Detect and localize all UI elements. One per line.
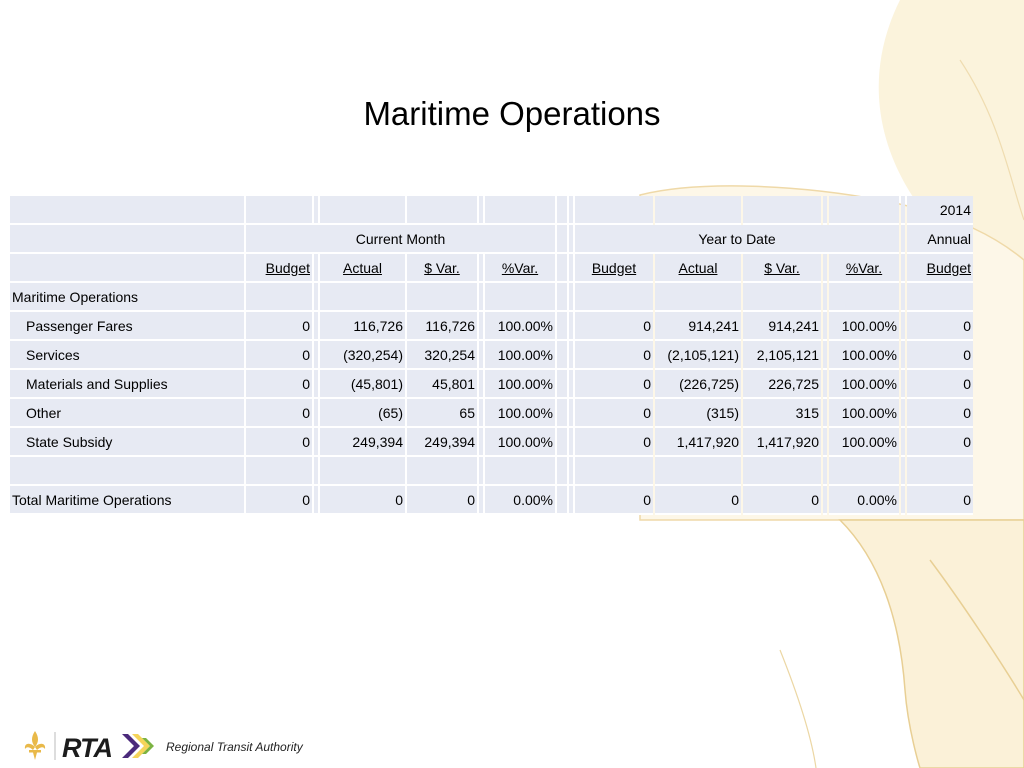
ytd-budget-cell: 0 bbox=[575, 312, 653, 341]
table-row bbox=[10, 341, 973, 370]
ytd-var-header: $ Var. bbox=[764, 259, 800, 276]
annual-budget-cell: 0 bbox=[907, 370, 973, 399]
row-label: State Subsidy bbox=[10, 428, 244, 457]
page-title: Maritime Operations bbox=[363, 95, 661, 132]
cm-pct-cell: 100.00% bbox=[485, 428, 555, 457]
cm-var-cell: 45,801 bbox=[407, 370, 477, 399]
ytd-var-cell: 914,241 bbox=[743, 312, 821, 341]
table-row bbox=[10, 312, 973, 341]
cm-pct-header: %Var. bbox=[501, 259, 539, 276]
total-row bbox=[10, 486, 973, 515]
cm-budget-cell: 0 bbox=[246, 428, 312, 457]
cm-var-cell: 116,726 bbox=[407, 312, 477, 341]
cm-var-cell: 249,394 bbox=[407, 428, 477, 457]
cm-actual-cell: 249,394 bbox=[320, 428, 405, 457]
cm-actual-cell: (320,254) bbox=[320, 341, 405, 370]
ytd-var-cell: 315 bbox=[743, 399, 821, 428]
cm-budget-cell: 0 bbox=[246, 486, 312, 515]
cm-pct-cell: 0.00% bbox=[485, 486, 555, 515]
table-row bbox=[10, 370, 973, 399]
ytd-actual-cell: 914,241 bbox=[655, 312, 741, 341]
current-month-header: Current Month bbox=[246, 225, 555, 254]
ytd-budget-cell: 0 bbox=[575, 399, 653, 428]
ytd-budget-cell: 0 bbox=[575, 341, 653, 370]
ytd-budget-header: Budget bbox=[591, 259, 637, 276]
cm-budget-cell: 0 bbox=[246, 399, 312, 428]
header-row-columns bbox=[10, 254, 973, 283]
financial-table bbox=[8, 196, 975, 515]
ytd-actual-cell: 0 bbox=[655, 486, 741, 515]
ytd-actual-cell: 1,417,920 bbox=[655, 428, 741, 457]
cm-var-cell: 0 bbox=[407, 486, 477, 515]
row-label: Passenger Fares bbox=[10, 312, 244, 341]
annual-budget-cell: 0 bbox=[907, 486, 973, 515]
ytd-var-cell: 2,105,121 bbox=[743, 341, 821, 370]
annual-budget-cell: 0 bbox=[907, 428, 973, 457]
cm-budget-cell: 0 bbox=[246, 312, 312, 341]
row-label: Other bbox=[10, 399, 244, 428]
cm-var-cell: 65 bbox=[407, 399, 477, 428]
cm-pct-cell: 100.00% bbox=[485, 341, 555, 370]
fleur-de-lis-icon bbox=[25, 731, 45, 760]
ytd-actual-header: Actual bbox=[678, 259, 718, 276]
cm-actual-cell: (45,801) bbox=[320, 370, 405, 399]
ytd-pct-cell: 100.00% bbox=[829, 370, 899, 399]
cm-budget-cell: 0 bbox=[246, 341, 312, 370]
rta-logo-text: RTA bbox=[62, 733, 112, 763]
ytd-pct-cell: 0.00% bbox=[829, 486, 899, 515]
ytd-pct-cell: 100.00% bbox=[829, 341, 899, 370]
row-label: Services bbox=[10, 341, 244, 370]
cm-pct-cell: 100.00% bbox=[485, 312, 555, 341]
annual-header: Annual bbox=[907, 225, 973, 254]
ytd-pct-cell: 100.00% bbox=[829, 399, 899, 428]
cm-actual-header: Actual bbox=[343, 259, 382, 276]
table-row bbox=[10, 399, 973, 428]
ytd-budget-cell: 0 bbox=[575, 370, 653, 399]
ytd-pct-cell: 100.00% bbox=[829, 428, 899, 457]
ytd-actual-cell: (315) bbox=[655, 399, 741, 428]
cm-budget-cell: 0 bbox=[246, 370, 312, 399]
annual-budget-header: Budget bbox=[926, 259, 971, 276]
ytd-var-cell: 0 bbox=[743, 486, 821, 515]
org-name: Regional Transit Authority bbox=[166, 740, 303, 754]
spacer-row bbox=[10, 457, 973, 486]
row-label: Materials and Supplies bbox=[10, 370, 244, 399]
ytd-actual-cell: (2,105,121) bbox=[655, 341, 741, 370]
ytd-pct-cell: 100.00% bbox=[829, 312, 899, 341]
cm-budget-header: Budget bbox=[265, 259, 310, 276]
annual-budget-cell: 0 bbox=[907, 312, 973, 341]
year-header: 2014 bbox=[907, 196, 973, 225]
year-to-date-header: Year to Date bbox=[575, 225, 899, 254]
ytd-var-cell: 1,417,920 bbox=[743, 428, 821, 457]
cm-var-header: $ Var. bbox=[424, 259, 460, 276]
header-row-year bbox=[10, 196, 973, 225]
header-row-groups bbox=[10, 225, 973, 254]
cm-actual-cell: (65) bbox=[320, 399, 405, 428]
ytd-var-cell: 226,725 bbox=[743, 370, 821, 399]
ytd-actual-cell: (226,725) bbox=[655, 370, 741, 399]
total-label: Total Maritime Operations bbox=[10, 486, 244, 515]
annual-budget-cell: 0 bbox=[907, 399, 973, 428]
section-label: Maritime Operations bbox=[10, 283, 244, 312]
section-row bbox=[10, 283, 973, 312]
table-row bbox=[10, 428, 973, 457]
cm-pct-cell: 100.00% bbox=[485, 370, 555, 399]
cm-pct-cell: 100.00% bbox=[485, 399, 555, 428]
cm-var-cell: 320,254 bbox=[407, 341, 477, 370]
chevron-arrow-icon bbox=[122, 734, 154, 758]
cm-actual-cell: 116,726 bbox=[320, 312, 405, 341]
annual-budget-cell: 0 bbox=[907, 341, 973, 370]
ytd-pct-header: %Var. bbox=[845, 259, 883, 276]
cm-actual-cell: 0 bbox=[320, 486, 405, 515]
ytd-budget-cell: 0 bbox=[575, 428, 653, 457]
ytd-budget-cell: 0 bbox=[575, 486, 653, 515]
